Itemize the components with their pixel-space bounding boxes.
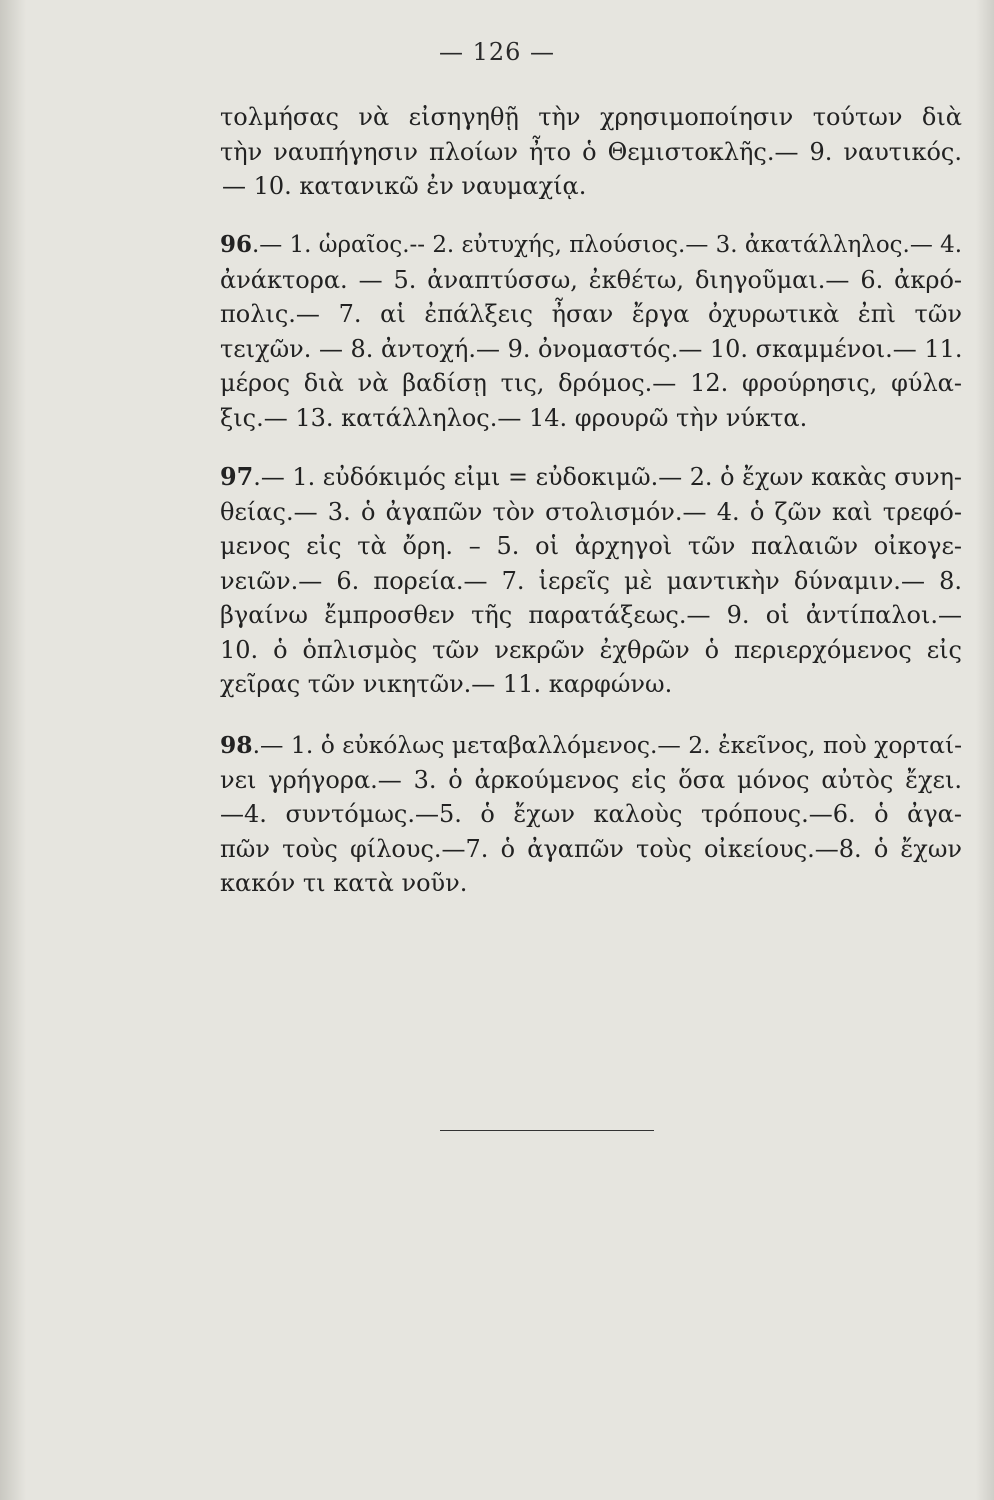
text-line: μενος εἰς τὰ ὄρη. – 5. οἱ ἀρχηγοὶ τῶν παλαιῶν οἰκογε- [220,532,962,560]
page-number: — 126 — [438,38,556,66]
exercise-number: 98 [220,731,253,759]
text-line: 97.— 1. εὐδόκιμός εἰμι = εὐδοκιμῶ.— 2. ὁ ἔχων κακὰς συνη- [220,463,962,491]
text-line: κακόν τι κατὰ νοῦν. [220,869,468,897]
exercise-number: 97 [220,463,254,491]
text-line: θείας.— 3. ὁ ἀγαπῶν τὸν στολισμόν.— 4. ὁ ζῶν καὶ τρεφό- [220,497,962,526]
text-line: —4. συντόμως.—5. ὁ ἔχων καλοὺς τρόπους.—6. ὁ ἀγα- [220,800,962,828]
text-line: πολις.— 7. αἱ ἐπάλξεις ἦσαν ἔργα ὀχυρωτικὰ ἐπὶ τῶν [220,300,962,328]
text-line: — 10. κατανικῶ ἐν ναυμαχίᾳ. [222,172,587,200]
text-line: τολμήσας νὰ εἰσηγηθῇ τὴν χρησιμοποίησιν τούτων διὰ [220,103,962,131]
text-line: χεῖρας τῶν νικητῶν.— 11. καρφώνω. [220,670,673,698]
exercise-number: 96 [220,231,252,258]
page-edge-shadow [0,0,26,1500]
page-right-shadow [976,0,994,1500]
text-line: 96.— 1. ὡραῖος.-- 2. εὐτυχής, πλούσιος.— 3. ἀκατάλληλος.— 4. [220,231,963,258]
exercise-97 [220,460,962,702]
text-line: 10. ὁ ὁπλισμὸς τῶν νεκρῶν ἐχθρῶν ὁ περιερχόμενος εἰς [220,635,962,664]
text-line: βγαίνω ἔμπροσθεν τῆς παρατάξεως.— 9. οἱ ἀντίπαλοι.— [220,601,962,629]
exercise-96 [220,228,962,435]
text-line: τὴν ναυπήγησιν πλοίων ἦτο ὁ Θεμιστοκλῆς.— 9. ναυτικός. [220,137,962,166]
paragraph-continuation [220,100,962,204]
text-line: ξις.— 13. κατάλληλος.— 14. φρουρῶ τὴν νύκτα. [220,403,808,432]
text-line: νειῶν.— 6. πορεία.— 7. ἱερεῖς μὲ μαντικὴν δύναμιν.— 8. [220,566,962,595]
text-line: νει γρήγορα.— 3. ὁ ἀρκούμενος εἰς ὅσα μόνος αὐτὸς ἔχει. [220,765,962,794]
text-line: μέρος διὰ νὰ βαδίσῃ τις, δρόμος.— 12. φρούρησις, φύλα- [220,369,962,397]
text-line: 98.— 1. ὁ εὐκόλως μεταβαλλόμενος.— 2. ἐκεῖνος, ποὺ χορταί- [220,731,963,759]
exercise-98 [220,728,962,901]
text-line: πῶν τοὺς φίλους.—7. ὁ ἀγαπῶν τοὺς οἰκείους.—8. ὁ ἔχων [220,834,962,863]
text-line: ἀνάκτορα. — 5. ἀναπτύσσω, ἐκθέτω, διηγοῦμαι.— 6. ἀκρό- [220,265,962,294]
section-divider [440,1130,654,1131]
text-line: τειχῶν. — 8. ἀντοχή.— 9. ὀνομαστός.— 10. σκαμμένοι.— 11. [220,334,963,363]
